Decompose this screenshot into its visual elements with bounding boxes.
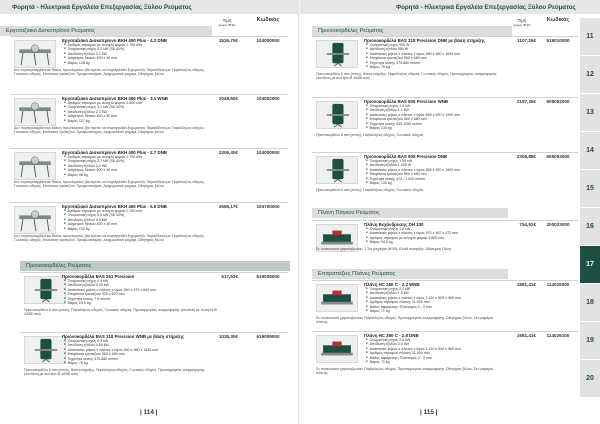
product-code: 104002000: [256, 96, 280, 101]
page-number: | 114 |: [140, 409, 158, 416]
feature-item: ■ Επιφάνεια τραπεζιού 500 x 680 mm: [366, 117, 460, 121]
product-price: 2306,88€: [516, 154, 536, 159]
chapter-tab-14[interactable]: 14: [580, 132, 600, 170]
chapter-tab-15[interactable]: 15: [580, 170, 600, 208]
product-description: Σε συσκευασία χαρτοκιβωτίου: 1 Σετ μαχαίρια (HSS), Κλειδί σύσφιξης, Ωθητήρας ξύλου: [316, 247, 452, 252]
product-image: [14, 98, 56, 126]
product-code: 605053000: [546, 154, 570, 159]
price-column-header: [212, 18, 242, 28]
product-code: 104000000: [256, 150, 280, 155]
chapter-tab-18[interactable]: 18: [580, 284, 600, 322]
product-price: 1681,41€: [516, 282, 536, 287]
feature-item: ■ Ονομαστική ισχύς 0.9 kW: [64, 339, 158, 343]
product-features: [64, 155, 142, 177]
product-features: [366, 287, 461, 313]
feature-item: ■ Ονομαστική ισχύς 2.2 kW: [366, 287, 461, 291]
product-price: 517,63€: [221, 274, 238, 279]
feature-item: ■ Ονομαστική ισχύς 4.2 kW (S6 40%): [64, 47, 142, 51]
product-features: [64, 279, 156, 305]
product-price: 2306,40€: [218, 150, 238, 155]
feature-item: ■ Βάθος αφαίρεσης: Πλανισμός 0 - 3 mm: [366, 305, 461, 309]
feature-item: ■ Διάμετρος δίσκου 450 x 30 mm: [64, 56, 142, 60]
feature-item: ■ Ονομαστική ισχύς 2.8 kW: [366, 338, 461, 342]
product-image: [24, 336, 66, 364]
section-title: Πριονοκορδέλες Ρεύματος: [20, 261, 290, 271]
product-description: Δεν συμπεριλαμβάνεται δίσκος πριονίσματος (θα πρέπει να παραγγελθεί ξεχωριστά). Παραδίδεται με: Παράλληλος οδηγός, Γωνιακός οδηγός, Επέκταση τραπεζιού, Προφυλακτήρας, Διαχωριστικό μαχαίρι, Ωθητήρας ξύλου: [14, 125, 205, 134]
feature-item: ■ Αριθμός στροφών με ανοιχτό φορτίο 2.800 min: [64, 101, 142, 105]
feature-item: ■ Απόδοση εξόδου 1.5 kW: [366, 291, 461, 295]
product-description: Δεν συμπεριλαμβάνεται δίσκος πριονίσματος (θα πρέπει να παραγγελθεί ξεχωριστά). Παραδίδεται με: Παράλληλος οδηγός, Γωνιακός οδηγός, Επέκταση τραπεζιού, Προφυλακτήρας, Διαχωριστικό μαχαίρι, Ωθητήρας ξύλου: [14, 233, 205, 242]
chapter-tab-12[interactable]: 12: [580, 56, 600, 94]
product-features: [64, 43, 142, 65]
product-title: Πριονοκορδέλα BAS 318 Precision DNB με βάση στήριξης: [364, 38, 486, 43]
product-separator: [20, 332, 288, 333]
product-title: Εργοταξιακό Δισκοπρίονο BKH 400 Plus - 2.7 DNB: [62, 150, 167, 155]
product-title: Πριονοκορδέλα BAS 318 Precision WNB με βάση στήριξης: [62, 334, 185, 339]
chapter-tab-20[interactable]: 20: [580, 360, 600, 398]
feature-item: ■ Βάρος 127 kg: [64, 119, 142, 123]
product-code: 619009000: [256, 334, 280, 339]
feature-item: ■ Βάρος 23.5 kg: [64, 301, 156, 305]
feature-item: ■ Ονομαστική ισχύς 900 W: [366, 43, 460, 47]
feature-item: ■ Απόδοση εξόδου 1.005 W: [366, 163, 460, 167]
right-page: [300, 0, 600, 424]
feature-item: ■ Διαστάσεις μήκος x πλάτος x ύψος 855 x 920 x 1900 mm: [366, 168, 460, 172]
product-code: 619008000: [256, 274, 280, 279]
section-title: Πριονοκορδέλες Ρεύματος: [312, 26, 512, 36]
feature-item: ■ Διαστάσεις μήκος x πλάτος x ύψος 1.110 x 520 x 960 mm: [366, 296, 461, 300]
price-sub-label: (χωρίς ΦΠΑ): [218, 23, 236, 27]
feature-item: ■ Απόδοση εξόδου 2.0 kW: [64, 164, 142, 168]
product-description: Πριονοκορδέλα 6 mm (εντός), Παράλληλος οδηγός, Γωνιακός οδηγός: [316, 132, 424, 137]
feature-item: ■ Διαστάσεις μήκος x πλάτος x ύψος 690 x 960 x 1630 mm: [366, 52, 460, 56]
chapter-tab-19[interactable]: 19: [580, 322, 600, 360]
feature-item: ■ Ονομαστική ισχύς 2.7 kW (S6 40%): [64, 159, 142, 163]
feature-item: ■ Βάρος 128 kg: [64, 61, 142, 65]
feature-item: ■ Διάμετρος δίσκου 450 x 30 mm: [64, 222, 142, 226]
feature-item: ■ Διαστάσεις μήκος x πλάτος x ύψος 855 x 920 x 1900 mm: [366, 113, 460, 117]
feature-item: ■ Βάρος 34.5 kg: [366, 240, 458, 244]
product-title: Εργοταξιακό Δισκοπρίονο BKH 450 Plus - 4.2 DNB: [62, 38, 167, 43]
feature-item: ■ Απόδοση εξόδου 2.0 kW: [366, 342, 461, 346]
product-image: [316, 40, 358, 68]
product-code: 104700000: [256, 204, 280, 209]
code-column-header: Κωδικός: [546, 17, 570, 23]
product-features: [366, 104, 460, 130]
product-price: 754,92€: [519, 222, 536, 227]
product-separator: [10, 202, 288, 203]
feature-item: ■ Επιφάνεια τραπεζιού 320 x 520 mm: [64, 292, 156, 296]
product-features: [366, 159, 460, 185]
product-features: [366, 338, 461, 364]
chapter-tabs: [580, 18, 600, 398]
product-separator: [312, 97, 578, 98]
feature-item: ■ Επιφάνεια τραπεζιού 560 x 480 mm: [64, 352, 158, 356]
product-features: [366, 43, 460, 69]
right-header-title: Φορητά - Ηλεκτρικά Εργαλεία Επεξεργασίας Ξύλου Ρεύματος: [396, 3, 576, 11]
feature-item: ■ Αριθμός στροφών πλάνης 11.000 min: [366, 351, 461, 355]
product-title: Πλάνη HC 260 C - 2.8 DNB: [364, 333, 419, 338]
feature-item: ■ Ονομαστική ισχύς 0.4 kW: [64, 279, 156, 283]
section-title: Πλάνη Πάγκου Ρεύματος: [312, 208, 508, 218]
price-label: Τιμή: [517, 18, 527, 23]
product-image: [316, 284, 358, 312]
product-image: [316, 101, 358, 129]
feature-item: ■ Βάρος 78 kg: [64, 361, 158, 365]
chapter-tab-16[interactable]: 16: [580, 208, 600, 246]
product-title: Πλάνη Εκχόνδρυσης DH 330: [364, 222, 424, 227]
feature-item: ■ Απόδοση εξόδου 0.25 kW: [64, 283, 156, 287]
feature-item: ■ Βάθος αφαίρεσης: Πλανισμός 0 - 3 mm: [366, 356, 461, 360]
feature-item: ■ Απόδοση εξόδου 4.0 kW: [64, 218, 142, 222]
product-image: [316, 335, 358, 363]
feature-item: ■ Ονομαστική ισχύς 5.5 kW (S6 40%): [64, 213, 142, 217]
price-label: Τιμή: [222, 18, 232, 23]
product-description: Δεν συμπεριλαμβάνεται δίσκος πριονίσματος (θα πρέπει να παραγγελθεί ξεχωριστά). Παραδίδεται με: Παράλληλος οδηγός, Γωνιακός οδηγός, Επέκταση τραπεζιού, Προφυλακτήρας, Διαχωριστικό μαχαίρι, Ωθητήρας ξύλου: [14, 179, 205, 188]
feature-item: ■ Βάρος 71 kg: [366, 309, 461, 313]
feature-item: ■ Διαστάσεις μήκος x πλάτος x ύψος 550 x 470 x 840 mm: [64, 288, 156, 292]
section-title: Επιτραπέζιες Πλάνες Ρεύματος: [312, 269, 508, 279]
product-title: Πριονοκορδέλα BAS 261 Precision: [62, 274, 135, 279]
product-image: [316, 156, 358, 184]
feature-item: ■ Βάρος 139 kg: [366, 126, 460, 130]
feature-item: ■ Ταχύτητα κοπής 435-1050 m/min: [366, 122, 460, 126]
product-code: 114026000: [546, 282, 570, 287]
feature-item: ■ Βάρος 139 kg: [366, 181, 460, 185]
product-code: 200033000: [546, 222, 570, 227]
product-price: 2049,50€: [218, 96, 238, 101]
feature-item: ■ Επιφάνεια τραπεζιού 560 x 480 mm: [366, 56, 460, 60]
feature-item: ■ Ονομαστική ισχύς 3.1 kW (S6 40%): [64, 105, 142, 109]
product-separator: [10, 36, 288, 37]
product-title: Πριονοκορδέλα BAS 505 Precision DNB: [364, 154, 448, 159]
feature-item: ■ Αριθμός στροφών με ανοιχτό φορτίο 2.750 min: [64, 155, 142, 159]
feature-item: ■ Απόδοση εξόδου 3.2 kW: [64, 52, 142, 56]
feature-item: ■ Ταχύτητα κοπής 472 / 1 020 m/min: [366, 177, 460, 181]
feature-item: ■ Απόδοση εξόδου 550 W: [366, 47, 460, 51]
product-price: 1681,41€: [516, 333, 536, 338]
product-code: 114026100: [546, 333, 570, 338]
product-separator: [312, 152, 578, 153]
chapter-tab-11[interactable]: 11: [580, 18, 600, 56]
price-sub-label: (χωρίς ΦΠΑ): [513, 23, 531, 27]
product-price: 2197,35€: [516, 99, 536, 104]
product-features: [64, 339, 158, 365]
feature-item: ■ Βάρος 71 kg: [366, 360, 461, 364]
feature-item: ■ Ονομαστική ισχύς 1.5 kW: [366, 104, 460, 108]
page-number: | 115 |: [420, 409, 438, 416]
product-separator: [10, 94, 288, 95]
feature-item: ■ Απόδοση εξόδου 1.1 kW: [366, 108, 460, 112]
chapter-tab-17[interactable]: 17: [580, 246, 600, 284]
feature-item: ■ Επιφάνεια τραπεζιού 500 x 680 mm: [366, 172, 460, 176]
product-separator: [312, 280, 578, 281]
product-features: [64, 209, 142, 231]
feature-item: ■ Ταχύτητα κοπής 370-880 m/min: [366, 61, 460, 65]
product-title: Πριονοκορδέλα BAS 505 Precision WNB: [364, 99, 449, 104]
product-image: [14, 40, 56, 68]
feature-item: ■ Αριθμός στροφών πλάνης 11.000 min: [366, 300, 461, 304]
feature-item: ■ Βάρος 98 kg: [64, 173, 142, 177]
product-description: Πριονοκορδέλα 6 mm (εντός), Βάση στήριξης, Παράλληλος οδηγός, Γωνιακός οδηγός, Προσαρμογέας αναρρόφησης (σύνδεση με σωλήνα Ø 44/58 mm): [316, 71, 497, 81]
product-title: Εργοταξιακό Δισκοπρίονο BKH 450 Plus - 5.5 DNB: [62, 204, 167, 209]
product-code: 619010000: [546, 38, 570, 43]
feature-item: ■ Αριθμός στροφών με ανοιχτό φορτίο 2.750 min: [64, 209, 142, 213]
section-title: Εργοταξιακό Δισκοπρίονο Ρεύματος: [0, 26, 212, 36]
product-code: 605052000: [546, 99, 570, 104]
left-header-bar: [0, 0, 300, 14]
product-image: [14, 152, 56, 180]
feature-item: ■ Απόδοση εξόδου 0.55 kW: [64, 343, 158, 347]
product-image: [24, 276, 66, 304]
feature-item: ■ Βάρος 132 kg: [64, 227, 142, 231]
product-features: [366, 227, 458, 245]
feature-item: ■ Ταχύτητα κοπής 7.5 m/min: [64, 297, 156, 301]
feature-item: ■ Ονομαστική ισχύς 1.55 kW: [366, 159, 460, 163]
product-price: 1107,26€: [517, 38, 536, 43]
feature-item: ■ Ονομαστική ισχύς 1.8 kW: [366, 227, 458, 231]
product-image: [14, 206, 56, 234]
right-header-bar: [300, 0, 600, 14]
feature-item: ■ Ταχύτητα κοπής 370-880 m/min: [64, 357, 158, 361]
product-description: Πριονοκορδέλα 6 mm (εντός), Βάση στήριξης, Παράλληλος οδηγός, Γωνιακός οδηγός, Προσαρμογέας αναρρόφησης (σύνδεση με σωλήνα Ø 44/58 mm): [24, 367, 205, 377]
code-column-header: Κωδικός: [256, 17, 280, 23]
product-description: Δεν συμπεριλαμβάνεται δίσκος πριονίσματος (θα πρέπει να παραγγελθεί ξεχωριστά). Παραδίδεται με: Παράλληλος οδηγός, Γωνιακός οδηγός, Επέκταση τραπεζιού, Προφυλακτήρας, Διαχωριστικό μαχαίρι, Ωθητήρας ξύλου: [14, 67, 205, 76]
product-title: Εργοταξιακό Δισκοπρίονο BKH 450 Plus - 3.1 WNB: [62, 96, 168, 101]
product-description: Σε συσκευασία χαρτοκιβωτίου: Παράλληλος οδηγός, Προσαρμογέας αναρρόφησης, Ωθητήρας ξύλου, Σετ μαχαίρια πλάνης: [316, 366, 493, 376]
feature-item: ■ Διάμετρος δίσκου 450 x 30 mm: [64, 114, 142, 118]
product-separator: [20, 272, 288, 273]
product-code: 104000000: [256, 38, 280, 43]
product-price: 1035,30€: [218, 334, 238, 339]
product-separator: [312, 36, 578, 37]
feature-item: ■ Βάρος 78 kg: [366, 65, 460, 69]
feature-item: ■ Διάμετρος δίσκου 400 x 30 mm: [64, 168, 142, 172]
product-description: Σε συσκευασία χαρτοκιβωτίου: Παράλληλος οδηγός, Προσαρμογέας αναρρόφησης, Ωθητήρας ξύλου, Σετ μαχαίρια πλάνης: [316, 315, 493, 325]
product-description: Πριονοκορδέλα 6 mm (εντός), Παράλληλος οδηγός, Γωνιακός οδηγός: [316, 187, 424, 192]
product-separator: [312, 331, 578, 332]
product-title: Πλάνη HC 260 C - 2.2 WNB: [364, 282, 420, 287]
feature-item: ■ Διαστάσεις μήκος x πλάτος x ύψος 570 x 467 x 472 mm: [366, 231, 458, 235]
left-header-title: Φορητά - Ηλεκτρικά Εργαλεία Επεξεργασίας Ξύλου Ρεύματος: [12, 3, 192, 11]
product-separator: [312, 220, 578, 221]
feature-item: ■ Διαστάσεις μήκος x πλάτος x ύψος 690 x 960 x 1630 mm: [64, 348, 158, 352]
feature-item: ■ Αριθμός στροφών με ανοιχτό φορτίο 9.800 min: [366, 236, 458, 240]
chapter-tab-13[interactable]: 13: [580, 94, 600, 132]
product-features: [64, 101, 142, 123]
product-price: 1526,70€: [218, 38, 238, 43]
product-description: Πριονοκορδέλα 6 mm (εντός), Παράλληλος οδηγός, Γωνιακός οδηγός, Προσαρμογέας αναρρόφησης (σύνδεση με σωλήνα Ø 44/58 mm): [24, 307, 217, 317]
feature-item: ■ Διαστάσεις μήκος x πλάτος x ύψος 1.110 x 520 x 960 mm: [366, 347, 461, 351]
feature-item: ■ Αριθμός στροφών με ανοιχτό φορτίο 2.750 min: [64, 43, 142, 47]
feature-item: ■ Απόδοση εξόδου 2.3 kW: [64, 110, 142, 114]
product-separator: [10, 148, 288, 149]
product-price: 2665,17€: [218, 204, 238, 209]
